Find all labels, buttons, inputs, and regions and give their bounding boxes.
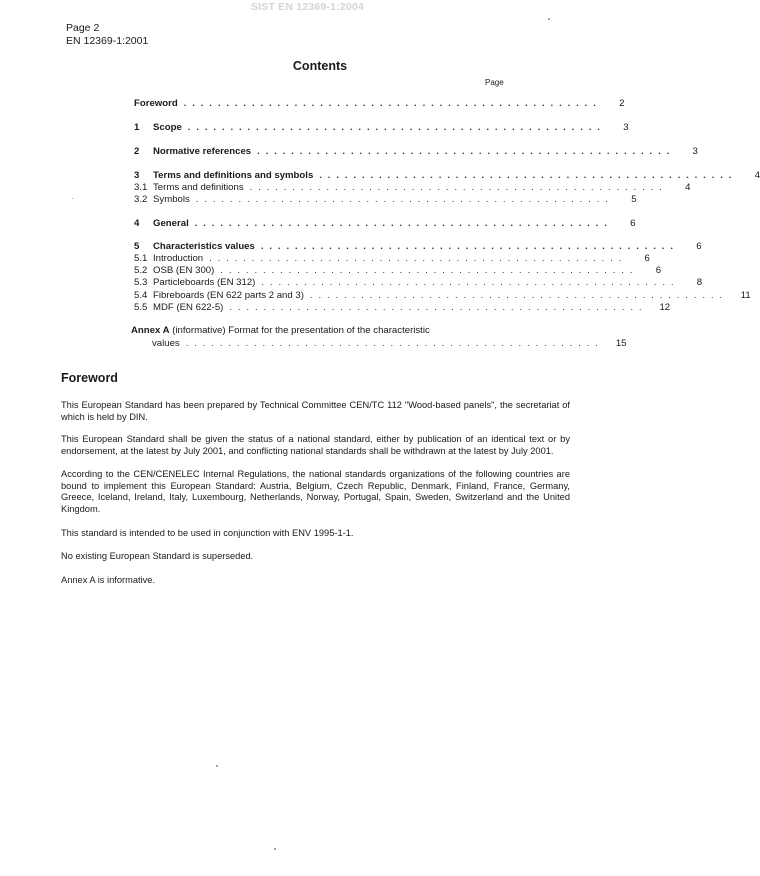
toc-entry-page: 6 (655, 265, 662, 276)
toc-entry-label: Foreword (134, 98, 178, 109)
toc-entry-symbols[interactable] (134, 193, 637, 206)
toc-leader-dots: . . . . . . . . . . . . . . . . . . . . . . . . . . . . . . . . . . . . . . . . . . . . . . . . . (209, 253, 623, 264)
toc-entry-particleboards[interactable] (134, 276, 703, 289)
toc-entry-number: 5.4 (134, 290, 148, 301)
toc-leader-dots: . . . . . . . . . . . . . . . . . . . . . . . . . . . . . . . . . . . . . . . . . . . . . . . . . (260, 241, 675, 252)
foreword-paragraph: This European Standard shall be given the status of a national standard, either by publication of an identical text or by endorsement, at the latest by July 2001, and conflicting national standards shall be withdrawn at the latest by July 2001. (61, 434, 570, 456)
toc-entry-number: 3.2 (134, 194, 148, 205)
toc-entry-number: 2 (134, 146, 140, 157)
toc-entry-label: Terms and definitions and symbols (153, 170, 314, 181)
foreword-paragraph: This European Standard has been prepared by Technical Committee CEN/TC 112 "Wood-based panels", the secretariat of which is held by DIN. (61, 400, 570, 422)
toc-entry-page: 3 (623, 122, 629, 133)
toc-entry-label: Terms and definitions (153, 182, 244, 193)
toc-entry-number: 5.1 (134, 253, 148, 264)
toc-entry-number: 3.1 (134, 182, 148, 193)
toc-entry-number: 3 (134, 170, 140, 181)
toc-entry-mdf[interactable] (134, 301, 671, 314)
toc-entry-annex-a[interactable] (131, 324, 430, 337)
toc-leader-dots: . . . . . . . . . . . . . . . . . . . . . . . . . . . . . . . . . . . . . . . . . . . . . . . . . (183, 98, 598, 109)
toc-leader-dots: . . . . . . . . . . . . . . . . . . . . . . . . . . . . . . . . . . . . . . . . . . . . . . . . . (185, 338, 600, 349)
toc-entry-annex-a-continued[interactable] (152, 337, 627, 350)
toc-entry-page: 2 (619, 98, 625, 109)
foreword-paragraph: No existing European Standard is superseded. (61, 551, 254, 561)
toc-entry-label: Particleboards (EN 312) (153, 277, 256, 288)
scan-speck (216, 765, 218, 767)
annex-title-line1: Format for the presentation of the characteristic (228, 325, 430, 336)
contents-title: Contents (292, 59, 348, 73)
toc-leader-dots: . . . . . . . . . . . . . . . . . . . . . . . . . . . . . . . . . . . . . . . . . . . . . . . . . (187, 122, 602, 133)
toc-leader-dots: . . . . . . . . . . . . . . . . . . . . . . . . . . . . . . . . . . . . . . . . . . . . . . . . . (195, 194, 610, 205)
toc-entry-page: 11 (740, 290, 751, 301)
toc-leader-dots: . . . . . . . . . . . . . . . . . . . . . . . . . . . . . . . . . . . . . . . . . . . . . . . . . (220, 265, 635, 276)
toc-leader-dots: . . . . . . . . . . . . . . . . . . . . . . . . . . . . . . . . . . . . . . . . . . . . . . . . . (257, 146, 671, 157)
toc-entry-page: 6 (630, 218, 636, 229)
toc-entry-page: 4 (685, 182, 691, 193)
toc-leader-dots: . . . . . . . . . . . . . . . . . . . . . . . . . . . . . . . . . . . . . . . . . . . . . . . . . (229, 302, 644, 313)
toc-entry-foreword[interactable] (134, 97, 625, 110)
toc-leader-dots: . . . . . . . . . . . . . . . . . . . . . . . . . . . . . . . . . . . . . . . . . . . . . . . . . (261, 277, 676, 288)
toc-entry-page: 4 (754, 170, 760, 181)
toc-entry-number: 5.2 (134, 265, 148, 276)
foreword-heading: Foreword (61, 371, 118, 385)
toc-leader-dots: . . . . . . . . . . . . . . . . . . . . . . . . . . . . . . . . . . . . . . . . . . . . . . . . . (309, 290, 724, 301)
toc-entry-number: 5.3 (134, 277, 148, 288)
toc-entry-page: 5 (631, 194, 637, 205)
toc-entry-label: Introduction (153, 253, 204, 264)
toc-entry-label: Normative references (153, 146, 252, 157)
standard-number: EN 12369-1:2001 (66, 35, 149, 47)
toc-leader-dots: . . . . . . . . . . . . . . . . . . . . . . . . . . . . . . . . . . . . . . . . . . . . . . . . . (194, 218, 609, 229)
toc-entry-page: 12 (659, 302, 671, 313)
page-column-label: Page (485, 78, 504, 87)
toc-entry-number: 4 (134, 218, 140, 229)
toc-entry-label: Scope (153, 122, 182, 133)
toc-entry-label: Fibreboards (EN 622 parts 2 and 3) (153, 290, 304, 301)
toc-entry-label: Characteristics values (153, 241, 255, 252)
toc-entry-number: 1 (134, 122, 140, 133)
toc-entry-scope[interactable] (134, 121, 629, 134)
foreword-paragraph: According to the CEN/CENELEC Internal Regulations, the national standards organizations of the following countries are bound to implement this European Standard: Austria, Belgium, Czech Republic, Denmark, Finland, France, Germany, Greece, Iceland, Ireland, Italy, Luxembourg, Netherlands, Norway, Portugal, Spain, Sweden, Switzerland and the United Kingdom. (61, 469, 570, 514)
toc-entry-number: 5 (134, 241, 140, 252)
annex-label: Annex A (131, 325, 170, 336)
toc-entry-label: Symbols (153, 194, 190, 205)
annex-title-line2: values (152, 338, 180, 349)
toc-entry-page: 6 (644, 253, 650, 264)
scan-speck (274, 848, 276, 850)
scan-speck (548, 18, 550, 20)
toc-entry-page: 15 (615, 338, 627, 349)
toc-entry-number: 5.5 (134, 302, 148, 313)
toc-entry-label: OSB (EN 300) (153, 265, 215, 276)
foreword-paragraph: This standard is intended to be used in conjunction with ENV 1995-1-1. (61, 528, 354, 538)
toc-entry-page: 8 (696, 277, 703, 288)
toc-entry-label: General (153, 218, 189, 229)
toc-leader-dots: . . . . . . . . . . . . . . . . . . . . . . . . . . . . . . . . . . . . . . . . . . . . . . . . . (249, 182, 664, 193)
toc-entry-general[interactable] (134, 217, 636, 230)
toc-entry-label: MDF (EN 622-5) (153, 302, 224, 313)
annex-qualifier: (informative) (172, 325, 226, 336)
scan-speck (72, 198, 73, 199)
toc-entry-page: 6 (696, 241, 702, 252)
toc-entry-normative-references[interactable] (134, 145, 698, 158)
watermark: SIST EN 12369-1:2004 (250, 1, 365, 13)
toc-leader-dots: . . . . . . . . . . . . . . . . . . . . . . . . . . . . . . . . . . . . . . . . . . . . . . . . . (319, 170, 734, 181)
foreword-paragraph: Annex A is informative. (61, 575, 156, 585)
page-number: Page 2 (66, 22, 100, 34)
toc-entry-page: 3 (692, 146, 698, 157)
